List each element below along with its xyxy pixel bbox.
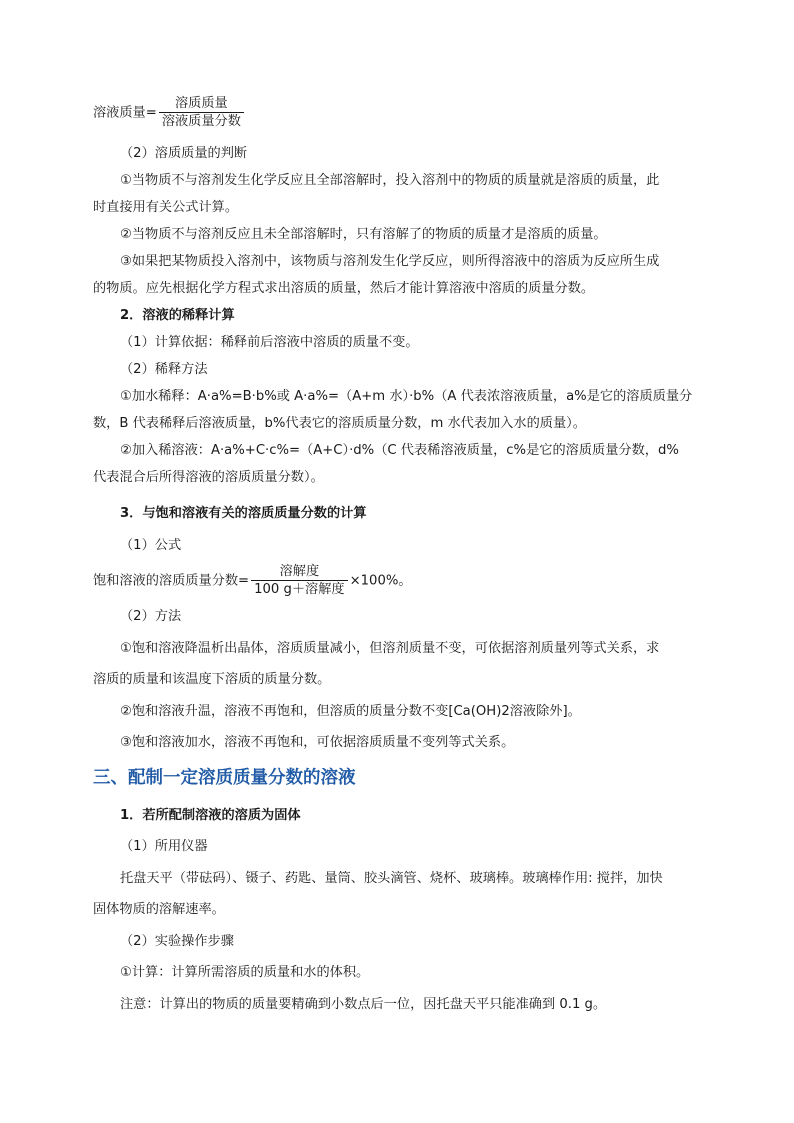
- paragraph: ①加水稀释：A·a%=B·b%或 A·a%=（A+m 水）·b%（A 代表浓溶液质量，a%是它的溶质质量分: [120, 389, 693, 404]
- formula-numerator: 溶质质量: [175, 96, 228, 111]
- paragraph: ③饱和溶液加水，溶液不再饱和，可依据溶质质量不变列等式关系。: [120, 735, 515, 750]
- formula-rhs: ×100%。: [349, 573, 412, 589]
- paragraph: ①饱和溶液降温析出晶体，溶质质量减小，但溶剂质量不变，可依据溶剂质量列等式关系，求: [120, 641, 660, 656]
- paragraph: 时直接用有关公式计算。: [93, 200, 239, 215]
- note-paragraph: 注意：计算出的物质的质量要精确到小数点后一位，因托盘天平只能准确到 0.1 g。: [120, 997, 607, 1012]
- formula-fraction: [159, 95, 244, 130]
- subsection-title: （2）实验操作步骤: [120, 934, 234, 949]
- formula-lhs: 溶液质量=: [93, 105, 157, 121]
- paragraph: 托盘天平（带砝码）、镊子、药匙、量筒、胶头滴管、烧杯、玻璃棒。玻璃棒作用: 搅拌，加快: [120, 871, 663, 886]
- subsection-title: （1）公式: [120, 538, 182, 553]
- paragraph: 代表混合后所得溶液的溶质质量分数）。: [93, 470, 324, 485]
- formula-fraction: [251, 563, 347, 598]
- paragraph: 数，B 代表稀释后溶液质量，b%代表它的溶质质量分数，m 水代表加入水的质量）。: [93, 416, 586, 431]
- section-heading: 3．与饱和溶液有关的溶质质量分数的计算: [120, 506, 367, 521]
- subsection-title: （2）方法: [120, 609, 182, 624]
- paragraph: ③如果把某物质投入溶剂中，该物质与溶剂发生化学反应，则所得溶液中的溶质为反应所生成: [120, 254, 660, 269]
- solution-mass-formula: [93, 95, 246, 130]
- paragraph: 的物质。应先根据化学方程式求出溶质的质量，然后才能计算溶液中溶质的质量分数。: [93, 281, 595, 296]
- paragraph: 溶质的质量和该温度下溶质的质量分数。: [93, 672, 331, 687]
- subsection-title: （2）溶质质量的判断: [120, 146, 248, 161]
- subsection-title: （1）所用仪器: [120, 839, 208, 854]
- paragraph: ①计算：计算所需溶质的质量和水的体积。: [120, 965, 370, 980]
- paragraph: ①当物质不与溶剂发生化学反应且全部溶解时，投入溶剂中的物质的质量就是溶质的质量，此: [120, 173, 660, 188]
- paragraph: （1）计算依据：稀释前后溶液中溶质的质量不变。: [120, 335, 419, 350]
- paragraph: 固体物质的溶解速率。: [93, 902, 225, 917]
- chapter-heading: 三、配制一定溶质质量分数的溶液: [93, 768, 356, 788]
- formula-denominator: 100 g＋溶解度: [251, 580, 347, 598]
- formula-numerator: 溶解度: [279, 564, 320, 579]
- saturated-formula: [93, 563, 412, 598]
- paragraph: ②加入稀溶液：A·a%+C·c%=（A+C）·d%（C 代表稀溶液质量，c%是它的溶质质量分数，d%: [120, 443, 679, 458]
- section-heading: 1．若所配制溶液的溶质为固体: [120, 808, 301, 823]
- section-heading: 2．溶液的稀释计算: [120, 308, 235, 323]
- paragraph: ②当物质不与溶剂反应且未全部溶解时，只有溶解了的物质的质量才是溶质的质量。: [120, 227, 607, 242]
- paragraph: ②饱和溶液升温，溶液不再饱和，但溶质的质量分数不变[Ca(OH)2溶液除外]。: [120, 704, 581, 719]
- formula-lhs: 饱和溶液的溶质质量分数=: [93, 573, 250, 589]
- formula-denominator: 溶液质量分数: [159, 112, 244, 130]
- subsection-title: （2）稀释方法: [120, 362, 208, 377]
